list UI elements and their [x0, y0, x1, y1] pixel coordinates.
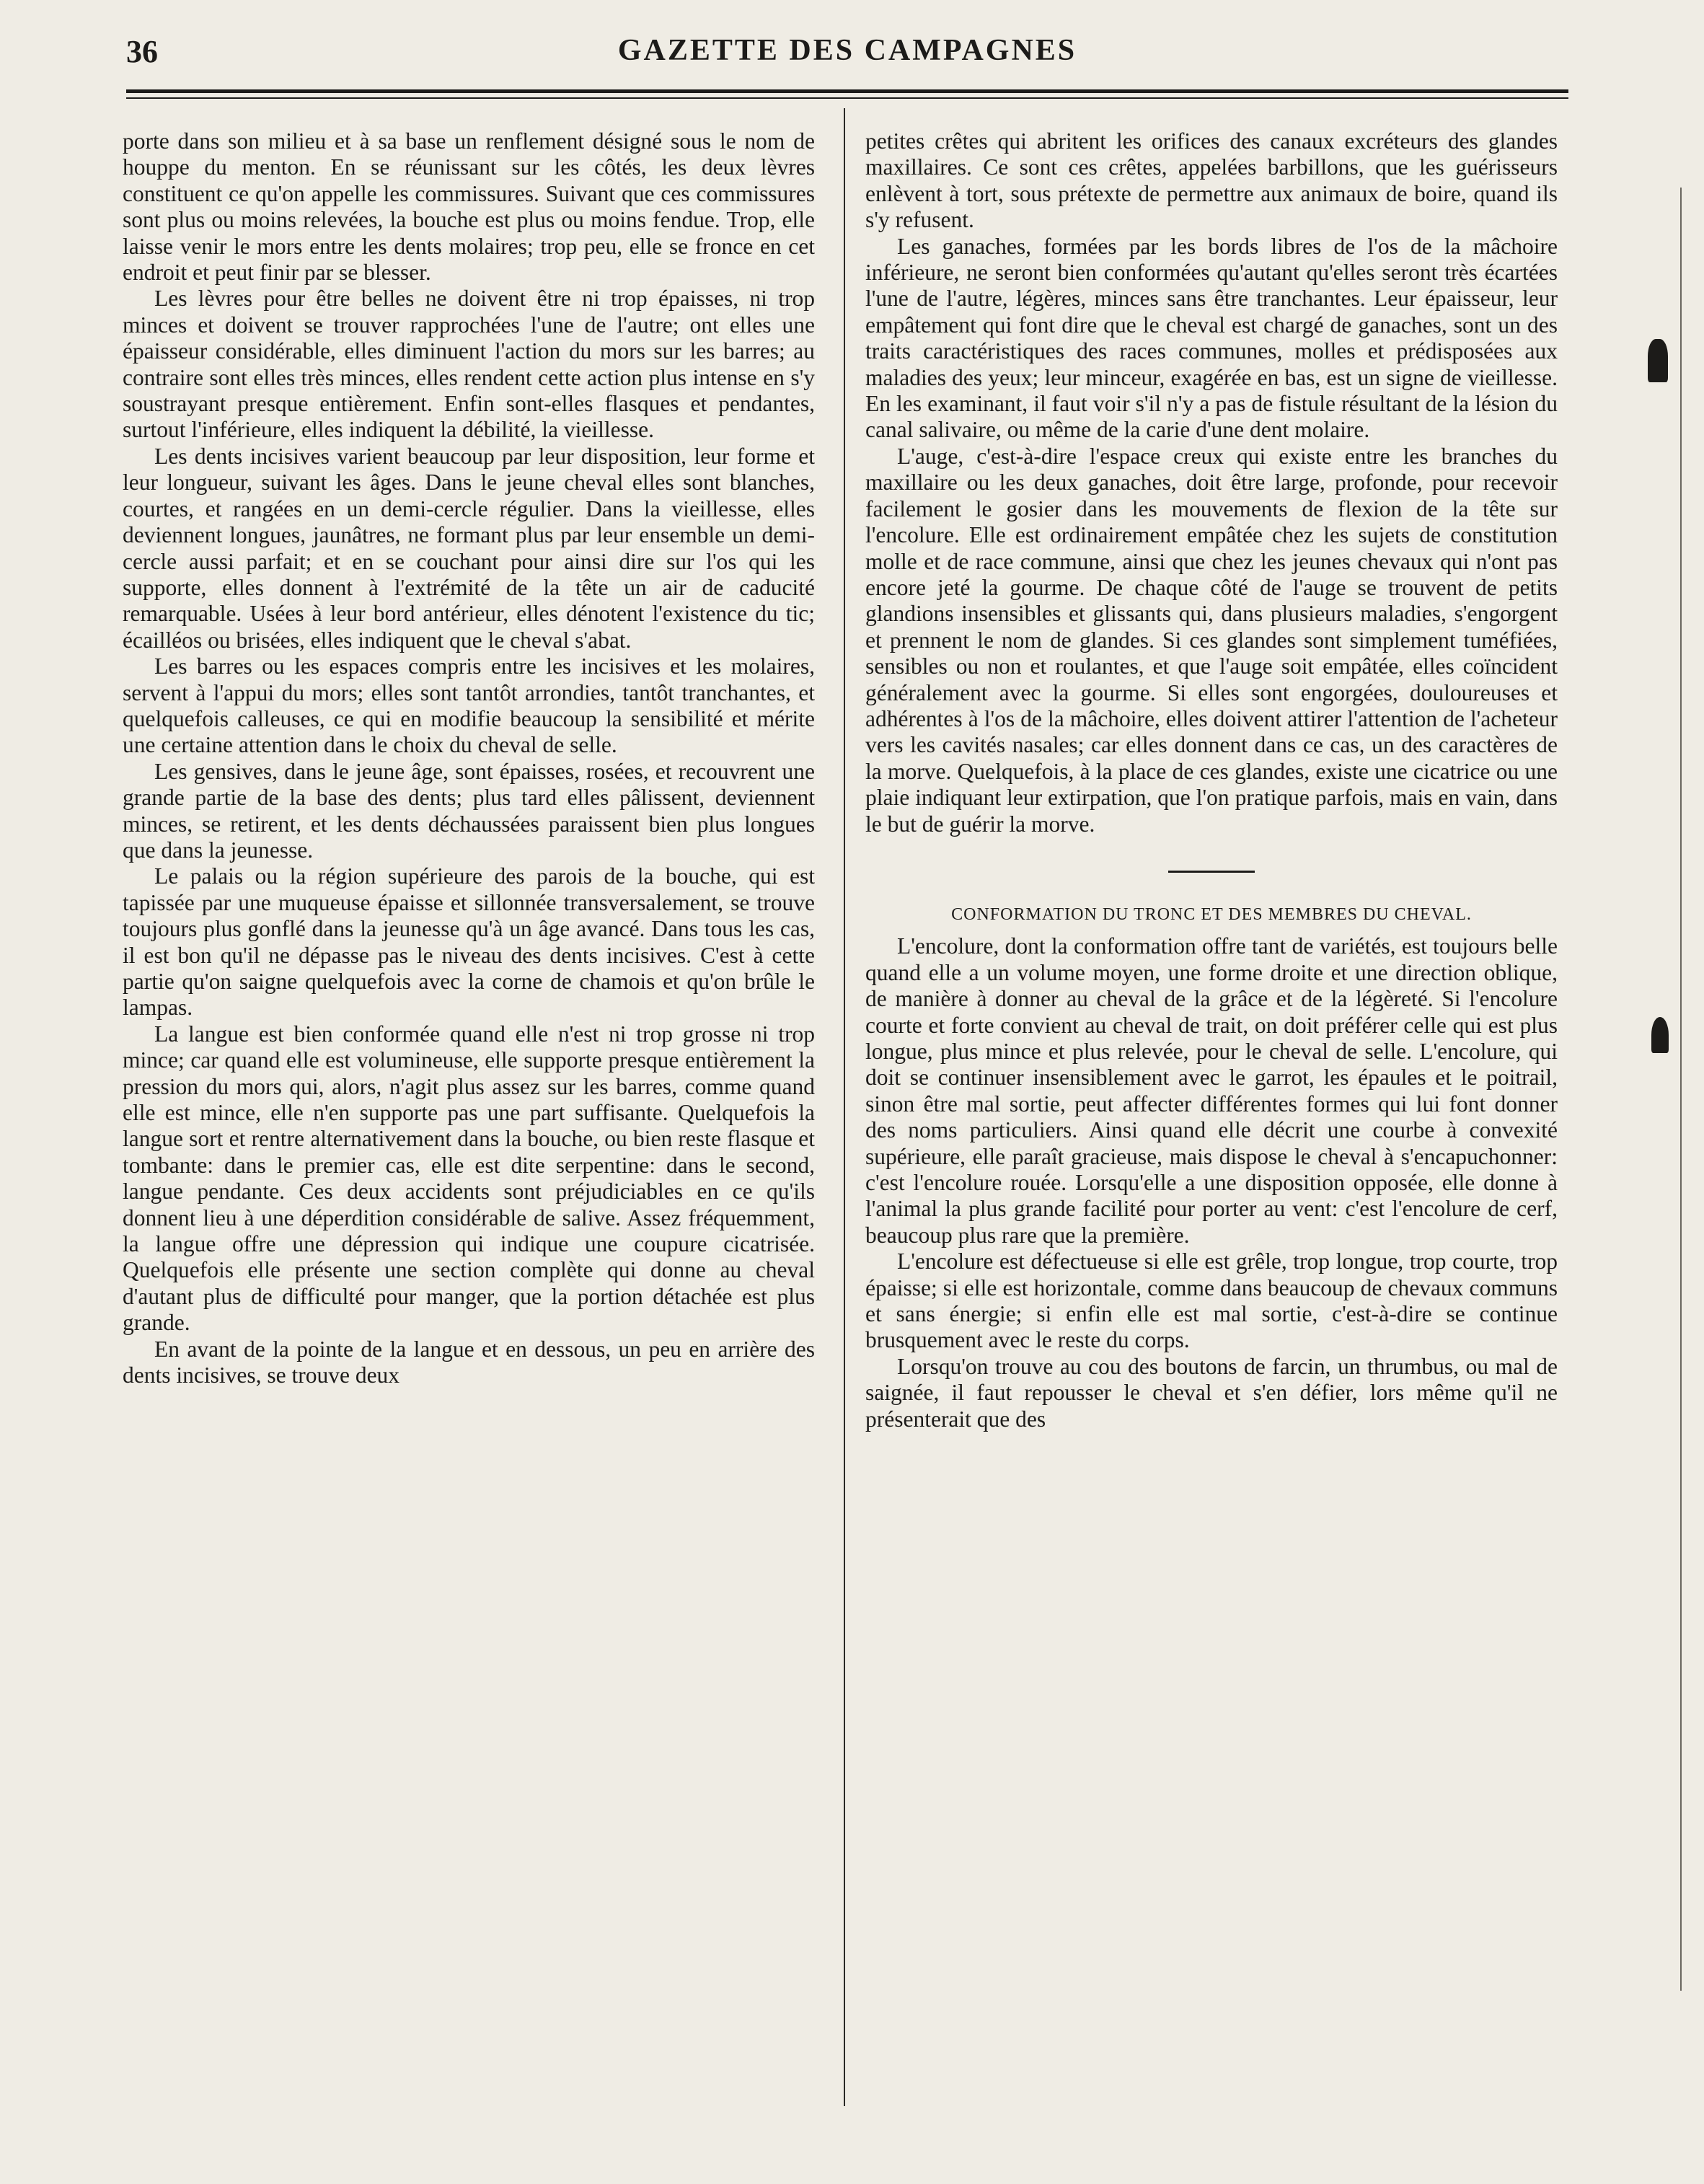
paragraph: porte dans son milieu et à sa base un renflement désigné sous le nom de houppe du menton. En se réunissant sur les côtés, les deux lèvres constituent ce qu'on appelle les commissures. Suivant que ces commissures sont plus ou moins relevées, la bouche est plus ou moins fendue. Trop, elle laisse venir le mors entre les dents molaires; trop peu, elle se fronce en cet endroit et peut finir par se blesser. — [123, 128, 815, 286]
column-divider — [844, 108, 845, 2106]
paragraph: Les dents incisives varient beaucoup par leur disposition, leur forme et leur longueur, suivant les âges. Dans le jeune cheval elles sont blanches, courtes, et rangées en un demi-cercle régulier. Dans la vieillesse, elles deviennent longues, jaunâtres, ne formant plus par leur ensemble un demi-cercle aussi parfait; et en se couchant pour ainsi dire sur l'os qui les supporte, elles donnent à l'extrémité de la tête un air de caducité remarquable. Usées à leur bord antérieur, elles dénotent l'existence du tic; écailléos ou brisées, elles indiquent que le cheval s'abat. — [123, 443, 815, 653]
header-rule-thick — [126, 89, 1568, 93]
paragraph: petites crêtes qui abritent les orifices des canaux excréteurs des glandes maxillaires. Ce sont ces crêtes, appelées barbillons, que les guérisseurs enlèvent à tort, sous prétexte de permettre aux animaux de boire, quand ils s'y refusent. — [865, 128, 1558, 233]
newspaper-title: GAZETTE DES CAMPAGNES — [617, 34, 1077, 67]
section-separator — [1168, 871, 1255, 873]
header-rule-thin — [126, 97, 1568, 99]
paragraph: Les lèvres pour être belles ne doivent être ni trop épaisses, ni trop minces et doivent se trouver rapprochées l'une de l'autre; ont elles une épaisseur considérable, elles diminuent l'action du mors sur les barres; au contraire sont elles très minces, elles rendent cette action plus intense en s'y soustrayant presque entièrement. Enfin sont-elles flasques et pendantes, surtout l'inférieure, elles indiquent la débilité, la vieillesse. — [123, 286, 815, 443]
paragraph: En avant de la pointe de la langue et en dessous, un peu en arrière des dents incisives, se trouve deux — [123, 1336, 815, 1388]
paragraph: Les gensives, dans le jeune âge, sont épaisses, rosées, et recouvrent une grande partie de la base des dents; plus tard elles pâlissent, deviennent minces, se retirent, et les dents déchaussées paraissent bien plus longues que dans la jeunesse. — [123, 758, 815, 863]
section-heading: CONFORMATION DU TRONC ET DES MEMBRES DU CHEVAL. — [951, 904, 1472, 924]
paragraph: Les barres ou les espaces compris entre les incisives et les molaires, servent à l'appui du mors; elles sont tantôt arrondies, tantôt tranchantes, et quelquefois calleuses, ce qui en modifie beaucoup la sensibilité et mérite une certaine attention dans le choix du cheval de selle. — [123, 653, 815, 758]
page-number: 36 — [126, 34, 158, 69]
paragraph: Lorsqu'on trouve au cou des boutons de farcin, un thrumbus, ou mal de saignée, il faut repousser le cheval et s'en défier, lors même qu'il ne présenterait que des — [865, 1353, 1558, 1432]
paragraph: Le palais ou la région supérieure des parois de la bouche, qui est tapissée par une muqueuse épaisse et sillonnée transversalement, se trouve toujours plus gonflé dans la jeunesse qu'à un âge avancé. Dans tous les cas, il est bon qu'il ne dépasse pas le niveau des dents incisives. C'est à cette partie qu'on saigne quelquefois avec la corne de chamois et qu'on brûle le lampas. — [123, 863, 815, 1021]
left-column — [123, 128, 815, 2112]
paragraph: La langue est bien conformée quand elle n'est ni trop grosse ni trop mince; car quand elle est volumineuse, elle supporte presque entièrement la pression du mors qui, alors, n'agit plus assez sur les barres, comme quand elle est mince, elle n'en supporte pas une part suffisante. Quelquefois la langue sort et rentre alternativement dans la bouche, ou bien reste flasque et tombante: dans le premier cas, elle est dite serpentine: dans le second, langue pendante. Ces deux accidents sont préjudiciables en ce qu'ils donnent lieu à une déperdition considérable de salive. Assez fréquemment, la langue offre une dépression qui indique une coupure cicatrisée. Quelquefois elle présente une section complète qui donne au cheval d'autant plus de difficulté pour manger, que la portion détachée est plus grande. — [123, 1021, 815, 1336]
scan-blot — [1648, 339, 1668, 382]
right-column — [865, 128, 1558, 2112]
paragraph: L'auge, c'est-à-dire l'espace creux qui existe entre les branches du maxillaire ou les deux ganaches, doit être large, profonde, pour recevoir facilement le gosier dans les mouvements de flexion de la tête sur l'encolure. Elle est ordinairement empâtée chez les sujets de constitution molle et de race commune, ainsi que chez les jeunes chevaux qui n'ont pas encore jeté la gourme. De chaque côté de l'auge se trouvent de petits glandions insensibles et glissants qui, dans plusieurs maladies, s'engorgent et prennent le nom de glandes. Si ces glandes sont simplement tuméfiées, sensibles ou non et roulantes, et que l'auge soit empâtée, elles coïncident généralement avec la gourme. Si elles sont engorgées, douloureuses et adhérentes à l'os de la mâchoire, elles doivent attirer l'attention de l'acheteur vers les cavités nasales; car elles donnent dans ce cas, un des caractères de la morve. Quelquefois, à la place de ces glandes, existe une cicatrice ou une plaie indiquant leur extirpation, que l'on pratique parfois, mais en vain, dans le but de guérir la morve. — [865, 443, 1558, 837]
paragraph: L'encolure, dont la conformation offre tant de variétés, est toujours belle quand elle a un volume moyen, une forme droite et une direction oblique, de manière à donner au cheval de la grâce et de la légèreté. Si l'encolure courte et forte convient au cheval de trait, on doit préférer celle qui est plus longue, plus mince et plus relevée, pour le cheval de selle. L'encolure, qui doit se continuer insensiblement avec le garrot, les épaules et le poitrail, sinon être mal sortie, peut affecter différentes formes qui lui font donner des noms particuliers. Ainsi quand elle décrit une courbe à convexité supérieure, elle paraît gracieuse, mais dispose le cheval à s'encapuchonner: c'est l'encolure rouée. Lorsqu'elle a une disposition opposée, elle donne à l'animal la plus grande facilité pour porter au vent: c'est l'encolure de cerf, beaucoup plus rare que la première. — [865, 933, 1558, 1248]
page-header — [126, 33, 1568, 76]
scan-edge-line — [1680, 188, 1682, 1991]
paragraph: Les ganaches, formées par les bords libres de l'os de la mâchoire inférieure, ne seront bien conformées qu'autant qu'elles seront très écartées l'une de l'autre, légères, minces sans être tranchantes. Leur épaisseur, leur empâtement qui font dire que le cheval est chargé de ganaches, sont un des traits caractéristiques des races communes, molles et prédisposées aux maladies des yeux; leur minceur, exagérée en bas, est un signe de vieillesse. En les examinant, il faut voir s'il n'y a pas de fistule résultant de la lésion du canal salivaire, ou même de la carie d'une dent molaire. — [865, 233, 1558, 443]
paragraph: L'encolure est défectueuse si elle est grêle, trop longue, trop courte, trop épaisse; si elle est horizontale, comme dans beaucoup de chevaux communs et sans énergie; si enfin elle est mal sortie, c'est-à-dire se continue brusquement avec le reste du corps. — [865, 1249, 1558, 1353]
scan-blot — [1651, 1017, 1669, 1053]
